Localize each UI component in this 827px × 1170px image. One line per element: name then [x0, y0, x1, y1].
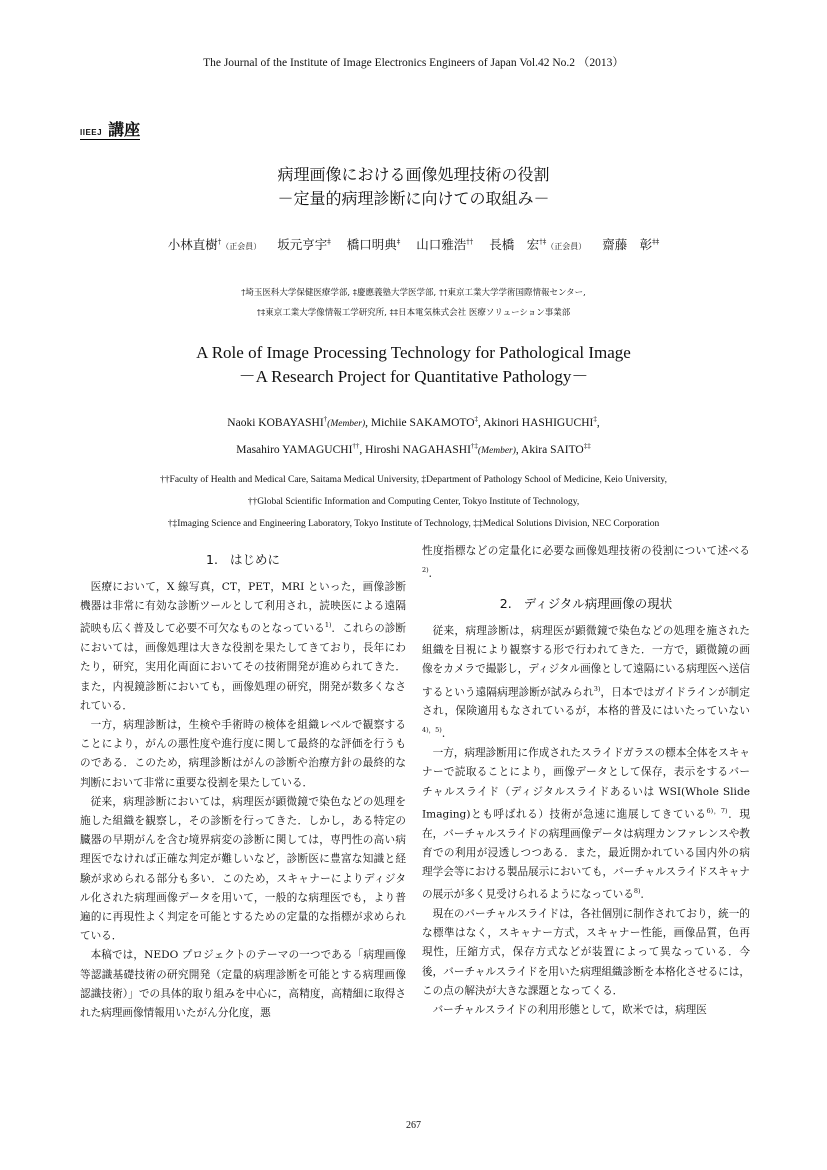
journal-header: The Journal of the Institute of Image Electronics Engineers of Japan Vol.42 No.2 （2013）: [203, 57, 624, 69]
japanese-title: [0, 163, 827, 211]
left-column: [80, 550, 406, 1023]
jp-affiliation-line2: †‡東京工業大学像情報工学研究所, ‡‡日本電気株式会社 医療ソリューション事業部: [256, 308, 571, 318]
section-heading-digital-pathology: 2. ディジタル病理画像の現状: [499, 595, 673, 611]
en-authors-line1: Naoki KOBAYASHI†(Member), Michiie SAKAMOTO‡, Akinori HASHIGUCHI‡,: [227, 415, 600, 429]
section-heading-intro: 1. はじめに: [206, 552, 280, 567]
japanese-title-line2: －定量的病理診断に向けての取組み－: [277, 189, 550, 208]
jp-author: 橋口明典‡: [346, 237, 401, 252]
paragraph: バーチャルスライドの利用形態として，欧米では，病理医: [432, 1003, 707, 1016]
jp-author: 坂元亨宇‡: [277, 237, 331, 252]
jp-author: 山口雅浩††: [416, 237, 474, 252]
jp-author: 齋藤 彰‡‡: [602, 237, 660, 252]
right-column: [422, 542, 750, 1020]
en-affiliation-line2: ††Global Scientific Information and Computing Center, Tokyo Institute of Technology,: [247, 497, 580, 507]
en-authors-line2: Masahiro YAMAGUCHI††, Hiroshi NAGAHASHI†‡(Member), Akira SAITO‡‡: [236, 441, 591, 456]
lecture-label: 講座: [108, 120, 141, 139]
english-authors: [0, 408, 827, 462]
english-affiliations: [0, 469, 827, 535]
english-title-line1: A Role of Image Processing Technology for Pathological Image: [196, 343, 631, 362]
en-affiliation-line3: †‡Imaging Science and Engineering Laboratory, Tokyo Institute of Technology, ‡‡Medical Solutions Division, NEC Corporation: [167, 519, 660, 529]
japanese-authors: [0, 235, 827, 253]
japanese-title-line1: 病理画像における画像処理技術の役割: [277, 165, 550, 184]
english-title: [0, 341, 827, 389]
ieej-label: IIEEJ: [80, 128, 103, 137]
section-tag: [80, 117, 140, 140]
jp-author: 長橋 宏†‡（正会員）: [489, 237, 587, 252]
paragraph: 医療において，X 線写真，CT，PET，MRI といった，画像診断機器は非常に有効な診断ツールとして利用され，読映医による遠隔読映も広く普及して必要不可欠なものとなっている$^{1)}$．これらの診断においては，画像処理は大きな役割を果たしてきており，長年にわたり，研究，実用化両面においてその技術開発が進められてきた．また，内視鏡診断においても，画像処理の研究，開発が数多くなされている．: [80, 581, 407, 712]
jp-author: 小林直樹†（正会員）: [167, 237, 262, 252]
paragraph: 従来，病理診断は，病理医が顕微鏡で染色などの処理を施された組織を目視により観察する形で行われてきた．一方で，顕微鏡の画像をカメラで撮影し，ディジタル画像として遠隔にいる病理医へ送信するという遠隔病理診断が試みられ$^{3)}$，日本ではガイドラインが制定され，保険適用もなされているが，本格的普及にはいたっていない$^{4),5)}$．: [422, 624, 750, 741]
paragraph: 現在のバーチャルスライドは，各社個別に制作されており，統一的な標準はなく，スキャナー方式，スキャナー性能，画像品質，色再現性，圧縮方式，保存方式などが装置によって異なっている．今後，バーチャルスライドを用いた病理組織診断を本格化させるには，この点の解決が大きな課題となってくる．: [422, 907, 750, 997]
paragraph: 一方，病理診断は，生検や手術時の検体を組織レベルで観察することにより，がんの悪性度や進行度に関して最終的な評価を行うものである．このため，病理診断はがんの診断や治療方針の最終的な判断において非常に重要な役割を果たしている．: [80, 718, 406, 789]
page-number: 267: [406, 1120, 421, 1131]
paragraph: 一方，病理診断用に作成されたスライドガラスの標本全体をスキャナーで読取ることにより，画像データとして保存，表示をするバーチャルスライド（ディジタルスライドあるいは WSI(Whole Slide Imaging)とも呼ばれる）技術が急速に進展してきている$^{6),7)}$．現在，バーチャルスライドの病理画像データは病理カンファレンスや教育での利用が浸透しつつある．また，最近開かれている国内外の病理学会等における製品展示においても，バーチャルスライドスキャナの展示が多く見受けられるようになっている$^{8)}$．: [422, 747, 750, 901]
paragraph-continued: 性度指標などの定量化に必要な画像処理技術の役割について述べる$^{2)}$．: [422, 545, 750, 580]
english-title-line2: －A Research Project for Quantitative Pathology－: [238, 367, 589, 386]
japanese-affiliations: [0, 283, 827, 323]
jp-affiliation-line1: †埼玉医科大学保健医療学部, ‡慶應義塾大学医学部, ††東京工業大学学術国際情報センター,: [241, 288, 586, 298]
paragraph: 本稿では，NEDO プロジェクトのテーマの一つである「病理画像等認識基礎技術の研究開発（定量的病理診断を可能とする病理画像認識技術）」での具体的取り組みを中心に，高精度，高精細に取得された病理画像情報用いたがん分化度，悪: [80, 949, 406, 1019]
en-affiliation-line1: ††Faculty of Health and Medical Care, Saitama Medical University, ‡Department of Pathology School of Medicine, Keio University,: [160, 475, 667, 485]
paragraph: 従来，病理診断においては，病理医が顕微鏡で染色などの処理を施した組織を観察し，その診断を行ってきた．しかし，ある特定の臓器の早期がんを含む境界病変の診断に関しては，専門性の高い病理医でなければ正確な判定が難しいなど，診断医に豊富な知識と経験が求められる部分も多い．このため，スキャナーによりディジタル化された病理画像データを用いて，一般的な病理医でも，より普遍的に再現性よく判定を可能とするための定量的な指標が求められている．: [80, 795, 406, 943]
